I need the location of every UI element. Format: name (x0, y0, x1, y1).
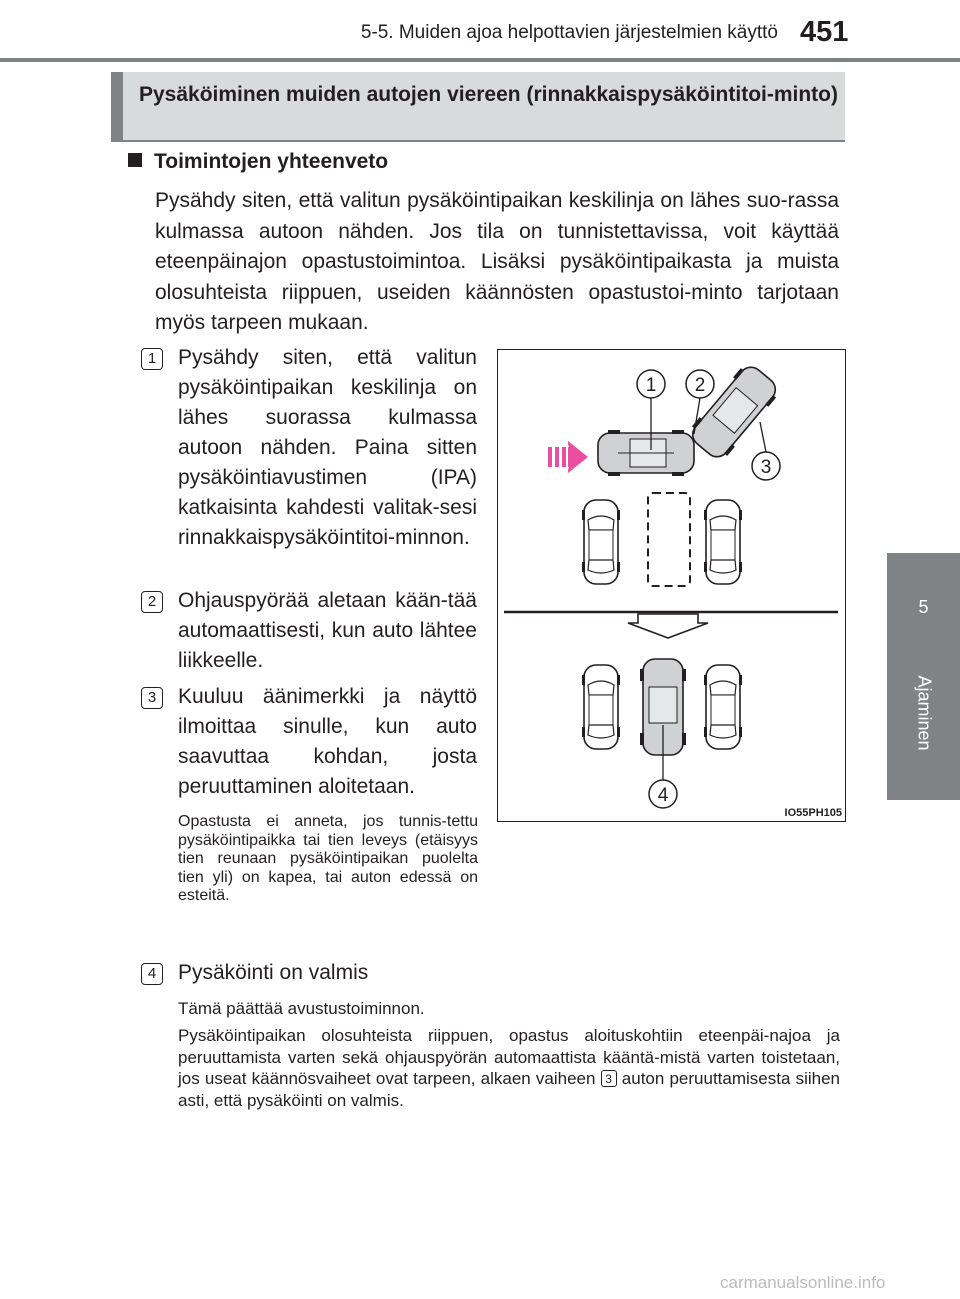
final-paragraph-after: auton peruuttamisesta siihen asti, että pysäköinti on valmis. (178, 1069, 840, 1110)
empty-parking-space (648, 493, 690, 586)
section-title-box (111, 72, 845, 142)
parking-diagram-svg (498, 350, 847, 823)
svg-text:3: 3 (760, 457, 772, 478)
step-4-text: Pysäköinti on valmis (178, 961, 369, 984)
direction-arrow-icon (548, 441, 588, 473)
final-paragraph (178, 1025, 840, 1111)
step-text: Ohjauspyörää aletaan kään-tää automaattisesti, kun auto lähtee liikkeelle. (178, 589, 477, 672)
step-3-note: Opastusta ei anneta, jos tunnis-tettu pysäköintipaikka tai tien leveys (etäisyys tien reunaan pysäköintipaikan puolelta tien yli) on kapea, tai auton edessä on esteitä. (178, 813, 478, 904)
figure-code: IO55PH105 (784, 807, 842, 819)
step-3 (141, 682, 477, 802)
step-1 (141, 343, 477, 553)
chapter-side-tab (887, 553, 960, 800)
svg-text:1: 1 (645, 375, 657, 396)
final-paragraph-before: Pysäköintipaikan olosuhteista riippuen, opastus aloituskohtiin eteenpäi-najoa ja peruuttamista varten sekä ohjauspyörän automaattista kääntä-mistä varten toistetaan, jos useat käännösvaiheet ovat tarpeen, alkaen vaiheen (178, 1026, 840, 1088)
section-title: Pysäköiminen muiden autojen viereen (rinnakkaispysäköintitoi-minto) (139, 83, 838, 106)
callout-3 (752, 422, 780, 480)
svg-text:2: 2 (694, 375, 706, 396)
watermark: carmanualsonline.info (720, 1273, 886, 1292)
chapter-number: 5 (918, 597, 929, 617)
svg-text:4: 4 (657, 785, 669, 806)
parking-illustration (497, 349, 846, 822)
page-number: 451 (800, 16, 849, 48)
summary-text: Pysähdy siten, että valitun pysäköintipaikan keskilinja on lähes suo-rassa kulmassa autoon nähden. Jos tila on tunnistettavissa, voit käyttää eteenpäinajon opastustoimintoa. Lisäksi pysäköintipaikasta ja muista olosuhteista riippuen, useiden käännösten opastustoi-minto tarjotaan myös tarpeen mukaan. (155, 189, 839, 334)
step-number-badge: 3 (141, 687, 163, 709)
step-2 (141, 586, 477, 676)
square-bullet-icon (128, 153, 142, 167)
step-4-subtext: Tämä päättää avustustoiminnon. (178, 999, 425, 1018)
header-title: 5-5. Muiden ajoa helpottavien järjestelmien käyttö (360, 22, 778, 43)
inline-step-ref: 3 (601, 1070, 617, 1087)
step-number-badge: 4 (141, 963, 163, 985)
step-text: Kuuluu äänimerkki ja näyttö ilmoittaa sinulle, kun auto saavuttaa kohdan, josta peruuttaminen aloitetaan. (178, 685, 477, 798)
summary-heading-row (128, 150, 388, 174)
step-number-badge: 2 (141, 591, 163, 613)
header-rule (0, 58, 960, 62)
summary-heading: Toimintojen yhteenveto (154, 150, 389, 173)
down-arrow-icon (628, 614, 708, 638)
chapter-label: Ajaminen (914, 675, 935, 751)
step-number-badge: 1 (141, 348, 163, 370)
step-text: Pysähdy siten, että valitun pysäköintipaikan keskilinja on lähes suorassa kulmassa autoon nähden. Paina sitten pysäköintiavustimen (IPA) katkaisinta kahdesti valitak-sesi rinnakkaispysäköintitoi-minnon. (178, 346, 477, 549)
